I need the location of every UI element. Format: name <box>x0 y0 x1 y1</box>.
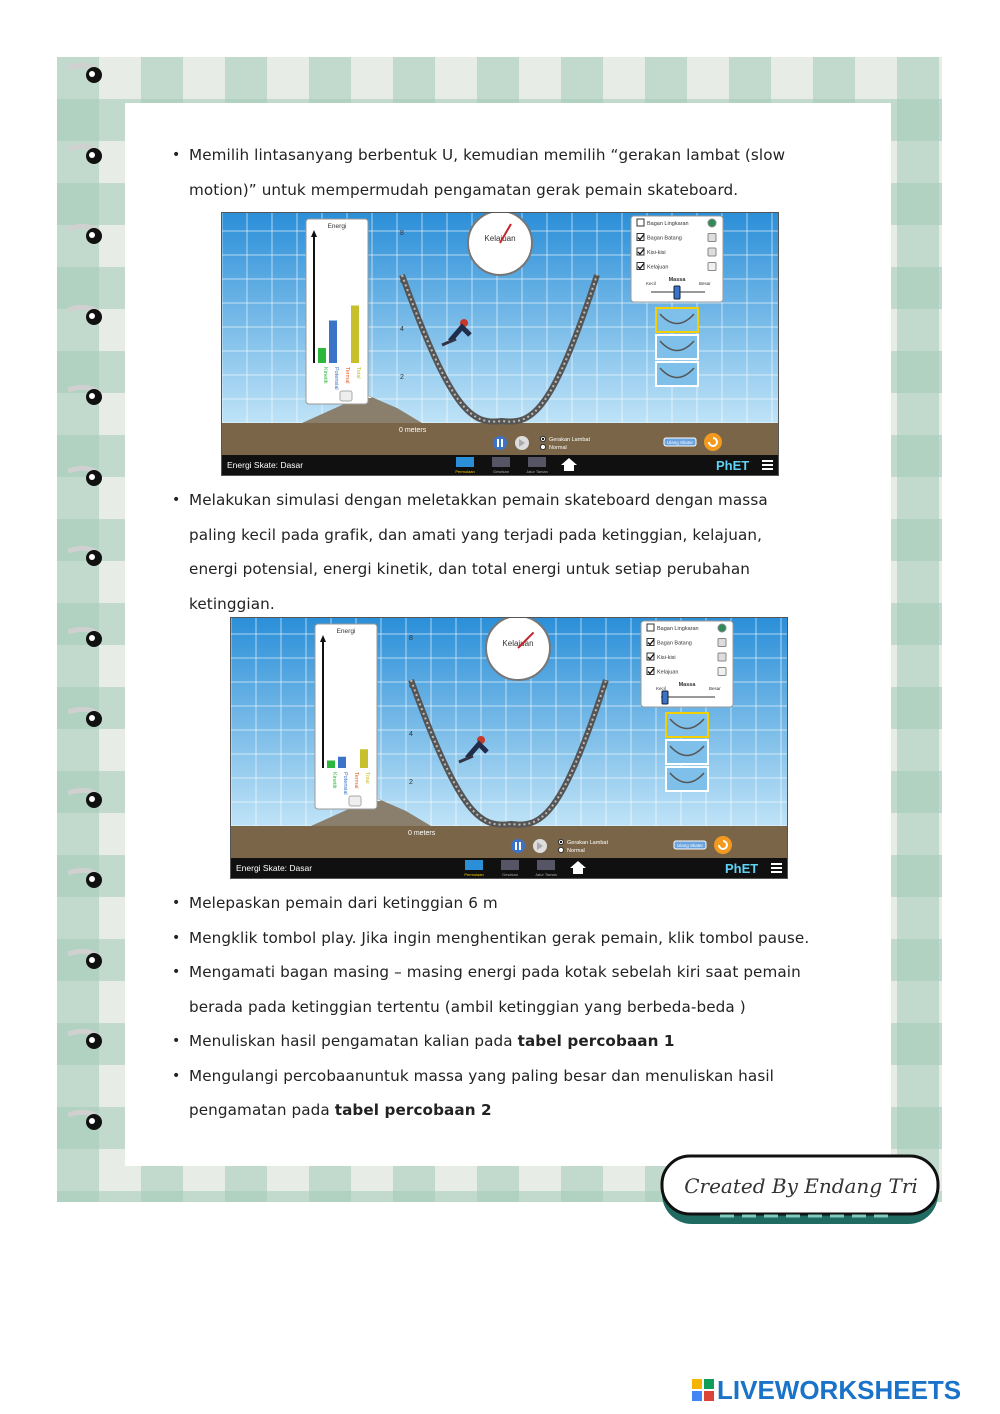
speed-radio-normal[interactable] <box>540 444 545 449</box>
phet-logo: PhET <box>725 861 759 876</box>
mass-slider-thumb[interactable] <box>674 286 680 299</box>
track-choice-button[interactable] <box>656 335 698 359</box>
step-6-bold: tabel percobaan 1 <box>517 1032 675 1050</box>
track-choice-button[interactable] <box>656 362 698 386</box>
energy-bar-label: Kinetik <box>322 367 328 384</box>
checkbox-label: Bagan Lingkaran <box>657 626 699 632</box>
energy-bar-total <box>351 306 359 364</box>
creator-badge <box>660 1154 942 1228</box>
spiral-ring <box>68 221 108 249</box>
screen-tab-jalur-taman[interactable] <box>528 457 546 467</box>
energy-bar-label: Total <box>355 367 361 379</box>
liveworksheets-watermark <box>692 1373 961 1407</box>
phet-logo: PhET <box>716 458 750 473</box>
height-label: 8 <box>409 635 413 642</box>
sim-canvas-1 <box>222 213 778 475</box>
instructions-2 <box>170 483 840 621</box>
step-2-line-3: energi potensial, energi kinetik, dan total energi untuk setiap perubahan <box>189 560 750 578</box>
height-label: 2 <box>409 779 413 786</box>
phet-sim-screenshot-2 <box>230 617 788 879</box>
panel-option-icon <box>718 624 726 632</box>
speed-radio-dot <box>560 841 562 843</box>
mass-label: Massa <box>668 277 686 283</box>
screen-tab-gesekan[interactable] <box>501 860 519 870</box>
panel-option-icon <box>708 263 716 271</box>
speed-option-label: Gerakan Lambat <box>567 840 608 846</box>
step-6 <box>170 1024 840 1059</box>
step-5 <box>170 955 840 1024</box>
checkbox-label: Bagan Batang <box>657 640 692 647</box>
step-3 <box>170 886 840 921</box>
speed-option-label: Normal <box>549 445 567 451</box>
pause-icon-right <box>501 439 503 447</box>
step-2-line-4: ketinggian. <box>189 594 275 613</box>
control-panel <box>641 621 733 707</box>
step-1-line-1: • Memilih lintasanyang berbentuk U, kemudian memilih “gerakan lambat (slow <box>189 146 786 164</box>
panel-option-icon <box>718 668 726 676</box>
step-3-text: • Melepaskan pemain dari ketinggian 6 m <box>189 894 498 912</box>
creator-text: Created By Endang Tri <box>684 1174 918 1198</box>
liveworksheets-logo-icon <box>692 1379 714 1401</box>
checkbox-label: Kisi-kisi <box>657 655 676 661</box>
screen-tab-label: Permulaan <box>464 872 484 877</box>
speed-radio-normal[interactable] <box>558 847 563 852</box>
spiral-ring <box>68 543 108 571</box>
step-7-bold: tabel percobaan 2 <box>334 1101 492 1119</box>
step-7-line-1: • Mengulangi percobaanuntuk massa yang paling besar dan menuliskan hasil <box>189 1066 774 1085</box>
checkbox-label: Bagan Batang <box>647 235 682 242</box>
energy-bar-label: Kinetik <box>331 772 337 789</box>
step-5-line-1: • Mengamati bagan masing – masing energi pada kotak sebelah kiri saat pemain <box>189 963 801 981</box>
phet-sim-screenshot-1 <box>221 212 779 476</box>
mass-label: Massa <box>678 682 696 688</box>
spiral-ring <box>68 463 108 491</box>
sim-title: Energi Skate: Dasar <box>227 460 304 470</box>
spiral-binding <box>60 60 110 1200</box>
speed-option-label: Normal <box>567 848 585 854</box>
liveworksheets-text: LIVEWORKSHEETS <box>717 1374 962 1405</box>
speed-radio-dot <box>542 438 544 440</box>
panel-option-icon <box>718 653 726 661</box>
return-skater-label: Ulang Skater <box>666 440 694 445</box>
energy-bar-kinetik <box>327 761 335 769</box>
spiral-ring <box>68 1107 108 1135</box>
height-label: 6 <box>400 278 404 285</box>
panel-option-icon <box>708 248 716 256</box>
height-label: 8 <box>400 230 404 237</box>
spiral-ring <box>68 865 108 893</box>
mass-slider-thumb[interactable] <box>662 691 668 704</box>
speed-gauge <box>486 618 550 680</box>
step-7 <box>170 1059 840 1128</box>
height-label: 2 <box>400 374 404 381</box>
mass-min-label: Kecil <box>646 281 656 286</box>
energy-panel-toggle-button[interactable] <box>340 391 352 401</box>
speed-gauge-label: Kelajuan <box>484 234 516 243</box>
screen-tab-label: Gesekan <box>492 469 510 474</box>
height-label: 6 <box>409 683 413 690</box>
pause-icon-right <box>519 842 521 850</box>
instructions-3 <box>170 886 840 1128</box>
screen-tab-label: Permulaan <box>455 469 475 474</box>
track-choice-button[interactable] <box>666 740 708 764</box>
height-label: 4 <box>409 731 413 738</box>
energy-bar-label: Potensial <box>333 367 339 390</box>
screen-tab-permulaan[interactable] <box>456 457 474 467</box>
energy-title: Energi <box>336 628 356 635</box>
zero-meters-label: 0 meters <box>399 427 427 434</box>
reset-all-button[interactable] <box>714 836 732 854</box>
speed-gauge <box>468 213 532 275</box>
track-choice-button[interactable] <box>666 767 708 791</box>
spiral-ring <box>68 785 108 813</box>
pause-button[interactable] <box>511 839 525 853</box>
step-7-prefix: pengamatan pada <box>189 1101 335 1119</box>
energy-bar-label: Total <box>364 772 370 784</box>
track-choice-button[interactable] <box>656 308 698 332</box>
step-2-line-2: paling kecil pada grafik, dan amati yang terjadi pada ketinggian, kelajuan, <box>189 525 763 544</box>
step-1 <box>170 138 840 207</box>
energy-bar-label: Termal <box>344 367 350 384</box>
spiral-ring <box>68 1026 108 1054</box>
spiral-ring <box>68 60 108 88</box>
track-choice-button[interactable] <box>666 713 708 737</box>
checkbox-label: Kelajuan <box>657 669 679 676</box>
energy-bar-total <box>360 749 368 768</box>
speed-gauge-label: Kelajuan <box>502 639 534 648</box>
pause-icon-left <box>515 842 517 850</box>
panel-option-icon <box>708 234 716 242</box>
sim-canvas-2 <box>231 618 787 878</box>
energy-bar-label: Potensial <box>342 772 348 795</box>
instructions <box>170 138 840 207</box>
screen-tab-permulaan[interactable] <box>465 860 483 870</box>
screen-tab-jalur-taman[interactable] <box>537 860 555 870</box>
energy-bar-potensial <box>338 757 346 768</box>
checkbox-bagan-lingkaran[interactable] <box>637 219 644 226</box>
checkbox-label: Kisi-kisi <box>647 250 666 256</box>
spiral-ring <box>68 141 108 169</box>
step-4 <box>170 921 840 956</box>
mass-max-label: Besar <box>709 686 721 691</box>
checkbox-label: Kelajuan <box>647 264 669 271</box>
step-6-text <box>189 1024 840 1059</box>
spiral-ring <box>68 946 108 974</box>
energy-bar-potensial <box>329 321 337 364</box>
mass-min-label: Kecil <box>656 686 666 691</box>
spiral-ring <box>68 382 108 410</box>
step-5-line-2: berada pada ketinggian tertentu (ambil ketinggian yang berbeda-beda ) <box>189 997 746 1016</box>
step-1-line-2: motion)” untuk mempermudah pengamatan gerak pemain skateboard. <box>189 180 739 199</box>
checkbox-bagan-lingkaran[interactable] <box>647 624 654 631</box>
pause-icon-left <box>497 439 499 447</box>
mass-max-label: Besar <box>699 281 711 286</box>
energy-bar-label: Termal <box>353 772 359 789</box>
step-2-line-1: • Melakukan simulasi dengan meletakkan pemain skateboard dengan massa <box>189 491 768 509</box>
spiral-ring <box>68 302 108 330</box>
zero-meters-label: 0 meters <box>408 830 436 837</box>
energy-title: Energi <box>327 223 347 230</box>
panel-option-icon <box>718 639 726 647</box>
return-skater-label: Ulang Skater <box>676 843 704 848</box>
screen-tab-label: Gesekan <box>501 872 519 877</box>
screen-tab-gesekan[interactable] <box>492 457 510 467</box>
spiral-ring <box>68 704 108 732</box>
energy-panel-toggle-button[interactable] <box>349 796 361 806</box>
panel-option-icon <box>708 219 716 227</box>
step-4-text: • Mengklik tombol play. Jika ingin menghentikan gerak pemain, klik tombol pause. <box>189 928 810 947</box>
step-7-line-2 <box>189 1093 840 1128</box>
spiral-ring <box>68 624 108 652</box>
sim-title: Energi Skate: Dasar <box>236 863 313 873</box>
checkbox-label: Bagan Lingkaran <box>647 221 689 227</box>
pause-button[interactable] <box>493 436 507 450</box>
energy-bar-kinetik <box>318 348 326 363</box>
reset-all-button[interactable] <box>704 433 722 451</box>
height-label: 4 <box>400 326 404 333</box>
step-2 <box>170 483 840 621</box>
screen-tab-label: Jalur Taman <box>535 872 557 877</box>
step-6-prefix: Menuliskan hasil pengamatan kalian pada <box>189 1032 518 1050</box>
speed-option-label: Gerakan Lambat <box>549 437 590 443</box>
screen-tab-label: Jalur Taman <box>526 469 548 474</box>
